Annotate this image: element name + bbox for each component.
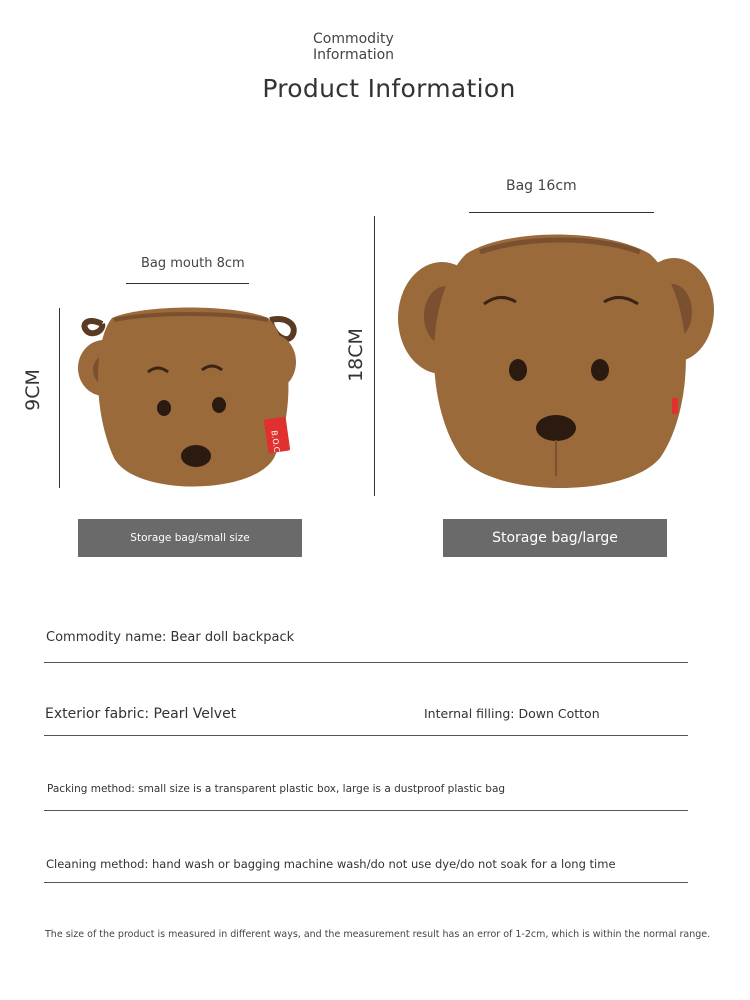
page-title: Product Information <box>262 74 516 103</box>
spec-commodity-name: Commodity name: Bear doll backpack <box>46 630 295 645</box>
large-bag-width-label: Bag 16cm <box>506 178 577 194</box>
measurement-footnote: The size of the product is measured in different ways, and the measurement result has an error of 1-2cm, which is within the normal range. <box>45 929 711 940</box>
spec-exterior-fabric: Exterior fabric: Pearl Velvet <box>45 706 237 722</box>
spec-cleaning-method: Cleaning method: hand wash or bagging machine wash/do not use dye/do not soak for a long time <box>46 857 616 871</box>
small-bear-eye-right <box>212 397 226 413</box>
small-bear-nose <box>181 445 211 467</box>
small-bag-height-line <box>59 308 60 488</box>
small-bear-bag-image <box>74 300 304 500</box>
large-bear-bag-image <box>396 226 716 502</box>
small-bear-cord-left <box>84 321 102 333</box>
subtitle-line1: Commodity <box>313 31 394 47</box>
small-bear-eye-left <box>157 400 171 416</box>
spec-packing-method: Packing method: small size is a transparent plastic box, large is a dustproof plastic bag <box>47 783 506 795</box>
large-bear-tag <box>672 398 678 414</box>
large-bear-eye-left <box>509 359 527 381</box>
small-bag-caption: Storage bag/small size <box>78 519 302 557</box>
large-bear-nose <box>536 415 576 441</box>
large-bag-caption: Storage bag/large <box>443 519 667 557</box>
small-bag-width-line <box>126 283 249 284</box>
spec-divider-4 <box>44 882 688 883</box>
large-bear-head <box>434 235 686 489</box>
subtitle-line2: Information <box>313 47 395 63</box>
large-bag-height-line <box>374 216 375 496</box>
large-bear-eye-right <box>591 359 609 381</box>
small-bag-height-label: 9CM <box>22 369 44 411</box>
large-bag-width-line <box>469 212 654 213</box>
section-subtitle <box>313 31 423 63</box>
spec-divider-2 <box>44 735 688 736</box>
spec-divider-3 <box>44 810 688 811</box>
small-bear-tag-text: B.O.C <box>269 429 282 453</box>
spec-internal-filling: Internal filling: Down Cotton <box>424 706 600 721</box>
small-bag-width-label: Bag mouth 8cm <box>141 256 245 271</box>
spec-divider-1 <box>44 662 688 663</box>
large-bag-height-label: 18CM <box>345 328 367 382</box>
